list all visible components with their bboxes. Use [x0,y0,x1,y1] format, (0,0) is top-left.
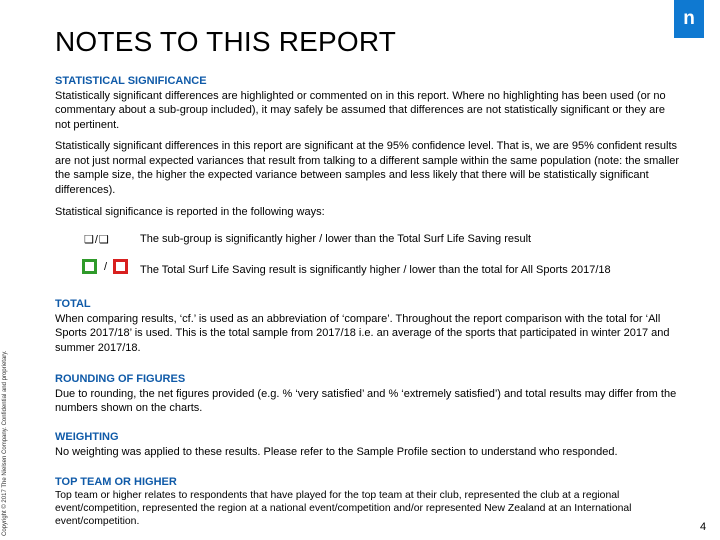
significance-paragraph-1: Statistically significant differences are highlighted or commented on in this report. Where no highlighting has been used (or no commentary about a sub-group included), it may safely be assumed that differences are not statistically significant or they are not pertinent. [55,89,666,131]
logo-letter: n [683,8,695,29]
page-number: 4 [700,521,707,533]
weighting-heading: WEIGHTING [55,431,119,443]
legend-slash: / [104,261,108,273]
significance-paragraph-3: Statistical significance is reported in the following ways: [55,206,325,218]
legend-boxes-text: The Total Surf Life Saving result is significantly higher / lower than the total for All Sports 2017/18 [140,264,611,276]
page-title: NOTES TO THIS REPORT [55,26,397,57]
up-down-arrows-icon: ❑/❑ [84,234,110,246]
weighting-section [55,430,680,459]
significance-section [55,74,680,132]
legend-arrows-text: The sub-group is significantly higher / lower than the Total Surf Life Saving result [140,233,532,245]
top-team-body: Top team or higher relates to respondents that have played for the top team at their club, represented the club at a regional event/competition, represented the region at a national event/competition and/or represented New Zealand at an International event/competition. [55,490,632,527]
significance-paragraph-2: Statistically significant differences in this report are significant at the 95% confidence level. That is, we are 95% confident results are not just normal expected variances that result from talking to a different sample within the same population (note: the smaller the sample size, the higher the expected variance between samples and less likely that there will be statistically significant differences). [55,140,680,196]
total-body: When comparing results, ‘cf.’ is used as an abbreviation of ‘compare’. Throughout the report comparison with the total for ‘All Sports 2017/18’ is used. This is the total sample from 2017/18 i.e. an average of the sports that participated in winter 2017 and summer 2017/18. [55,312,670,354]
copyright-note: Copyright © 2017 The Nielsen Company. Confidential and proprietary. [2,350,8,536]
rounding-section [55,372,680,416]
top-team-section [55,475,680,528]
total-heading: TOTAL [55,298,91,310]
rounding-body: Due to rounding, the net figures provided (e.g. % ‘very satisfied’ and % ‘extremely satisfied’) and total results may differ from the numbers shown on the charts. [55,387,677,415]
weighting-body: No weighting was applied to these results. Please refer to the Sample Profile section to understand who responded. [55,445,618,458]
red-box-icon [113,259,128,274]
significance-heading: STATISTICAL SIGNIFICANCE [55,75,207,87]
brand-logo [674,0,704,38]
total-section [55,297,680,355]
top-team-heading: TOP TEAM OR HIGHER [55,476,177,488]
green-box-icon [82,259,97,274]
rounding-heading: ROUNDING OF FIGURES [55,373,186,385]
